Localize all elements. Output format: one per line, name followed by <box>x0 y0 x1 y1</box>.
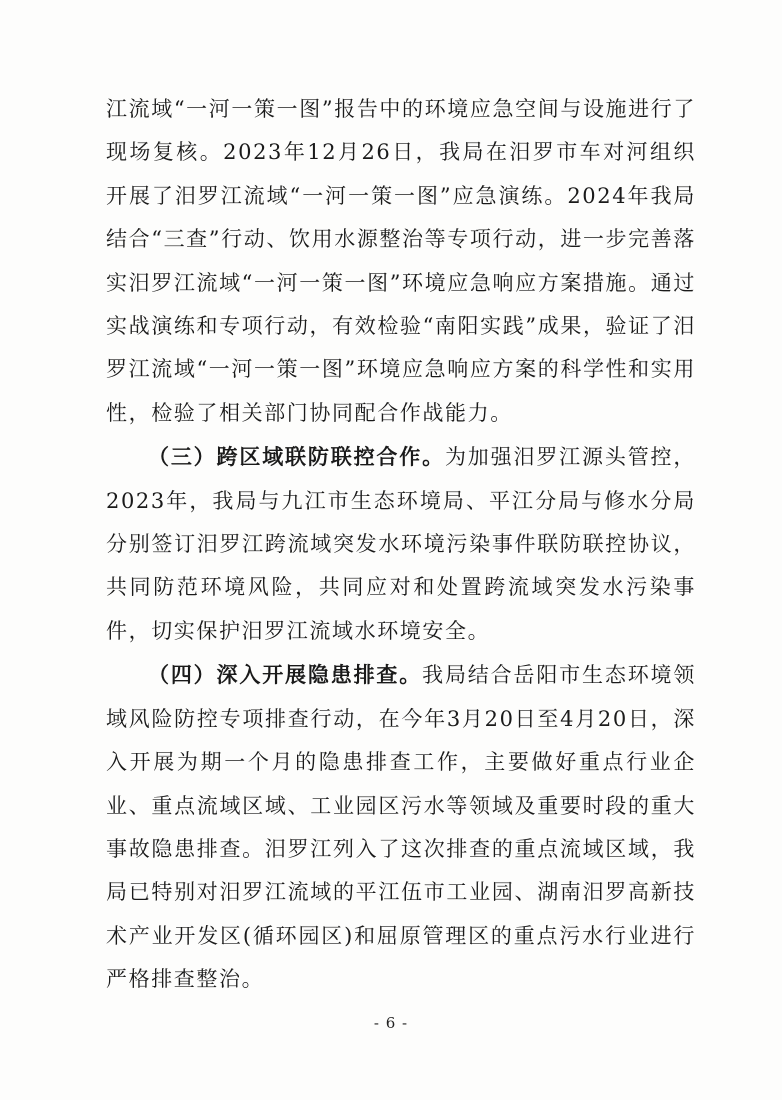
paragraph-cross-region-cooperation <box>106 435 696 653</box>
section-heading-4: （四）深入开展隐患排查。 <box>148 662 423 688</box>
paragraph-body: 我局结合岳阳市生态环境领域风险防控专项排查行动，在今年3月20日至4月20日，深入开展为期一个月的隐患排查工作，主要做好重点行业企业、重点流域区域、工业园区污水等领域及重要时段的重大事故隐患排查。汨罗江列入了这次排查的重点流域区域，我局已特别对汨罗江流域的平江伍市工业园、湖南汨罗高新技术产业开发区(循环园区)和屈原管理区的重点污水行业进行严格排查整治。 <box>106 663 696 992</box>
section-heading-3: （三）跨区域联防联控合作。 <box>148 444 445 470</box>
paragraph-continuation <box>106 88 696 435</box>
page-body <box>106 88 696 1002</box>
paragraph-body: 江流域“一河一策一图”报告中的环境应急空间与设施进行了现场复核。2023年12月26日，我局在汨罗市车对河组织开展了汨罗江流域“一河一策一图”应急演练。2024年我局结合“三查”行动、饮用水源整治等专项行动，进一步完善落实汨罗江流域“一河一策一图”环境应急响应方案措施。通过实战演练和专项行动，有效检验“南阳实践”成果，验证了汨罗江流域“一河一策一图”环境应急响应方案的科学性和实用性，检验了相关部门协同配合作战能力。 <box>106 97 696 425</box>
page-number: - 6 - <box>373 1014 409 1032</box>
paragraph-body: 为加强汨罗江源头管控，2023年，我局与九江市生态环境局、平江分局与修水分局分别签订汨罗江跨流域突发水环境污染事件联防联控协议，共同防范环境风险，共同应对和处置跨流域突发水污染事件，切实保护汨罗江流域水环境安全。 <box>106 445 696 643</box>
paragraph-hazard-inspection <box>106 653 696 1001</box>
